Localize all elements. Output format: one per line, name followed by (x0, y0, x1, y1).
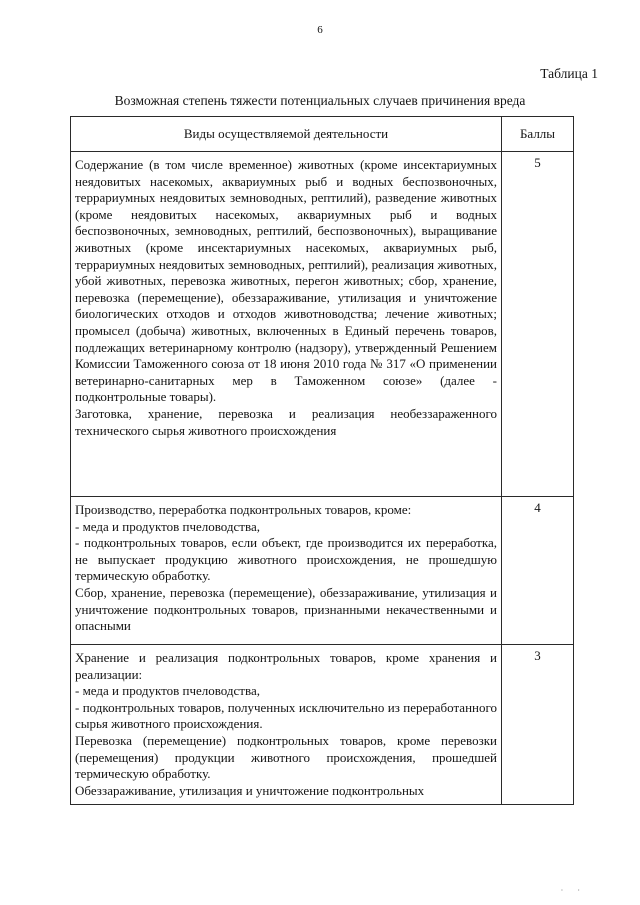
activity-paragraph: - меда и продуктов пчеловодства, (75, 683, 260, 699)
activity-paragraph: Заготовка, хранение, перевозка и реализация необеззараженного технического сырья животного происхождения (75, 405, 497, 438)
activity-cell (71, 497, 502, 645)
activity-paragraph: Хранение и реализация подконтрольных товаров, кроме хранения и реализации: (75, 650, 497, 682)
table-row (71, 497, 574, 645)
activity-paragraph: Обеззараживание, утилизация и уничтожение подконтрольных (75, 782, 425, 798)
activity-paragraph: - меда и продуктов пчеловодства, (75, 518, 260, 534)
header-activity-types: Виды осуществляемой деятельности (71, 117, 502, 152)
table-caption: Возможная степень тяжести потенциальных случаев причинения вреда (114, 93, 526, 108)
points-cell: 3 (502, 645, 574, 805)
activity-paragraph: Содержание (в том числе временное) животных (кроме инсектариумных неядовитых насекомых, аквариумных рыб и водных беспозвоночных, террариумных неядовитых земноводных, рептилий), разведение животных (кроме неядовитых насекомых, аквариумных рыб и водных беспозвоночных, земноводных, рептилий, беспозвоночных), выращивание животных (кроме инсектариумных насекомых, аквариумных рыб, террариумных неядовитых земноводных, рептилий), реализация животных, убой животных, перевозка животных, перегон животных; сбор, хранение, перевозка (перемещение), обеззараживание, утилизация и уничтожение биологических отходов и отходов животноводства; лечение животных; промысел (добыча) животных, включенных в Единый перечень товаров, подлежащих ветеринарному контролю (надзору), утвержденный Решением Комиссии Таможенного союза от 18 июня 2010 года № 317 «О применении ветеринарно-санитарных мер в Таможенном союзе» (далее - подконтрольные товары). (75, 157, 497, 405)
header-points: Баллы (502, 117, 574, 152)
points-cell: 4 (502, 497, 574, 645)
activity-paragraph: Производство, переработка подконтрольных товаров, кроме: (75, 502, 412, 517)
table-label: Таблица 1 (540, 66, 598, 81)
table-header-row (71, 117, 574, 152)
activity-paragraph: - подконтрольных товаров, если объект, где производится их переработка, не выпускает продукцию животного происхождения, не прошедшую термическую обработку. (75, 535, 497, 584)
activity-cell (71, 645, 502, 805)
activity-paragraph: Сбор, хранение, перевозка (перемещение), обеззараживание, утилизация и уничтожение подконтрольных товаров, признанными некачественными и опасными (75, 584, 497, 634)
hazard-severity-table (70, 116, 574, 805)
activity-paragraph: - подконтрольных товаров, полученных исключительно из переработанного сырья животного происхождения. (75, 699, 497, 732)
activity-cell (71, 152, 502, 497)
table-row (71, 152, 574, 497)
scan-mark: · · (560, 886, 586, 895)
page-number: 6 (317, 24, 323, 36)
points-cell: 5 (502, 152, 574, 497)
activity-paragraph: Перевозка (перемещение) подконтрольных товаров, кроме перевозки (перемещения) продукции животного происхождения, прошедшей термическую обработку. (75, 732, 497, 782)
table-row (71, 645, 574, 805)
